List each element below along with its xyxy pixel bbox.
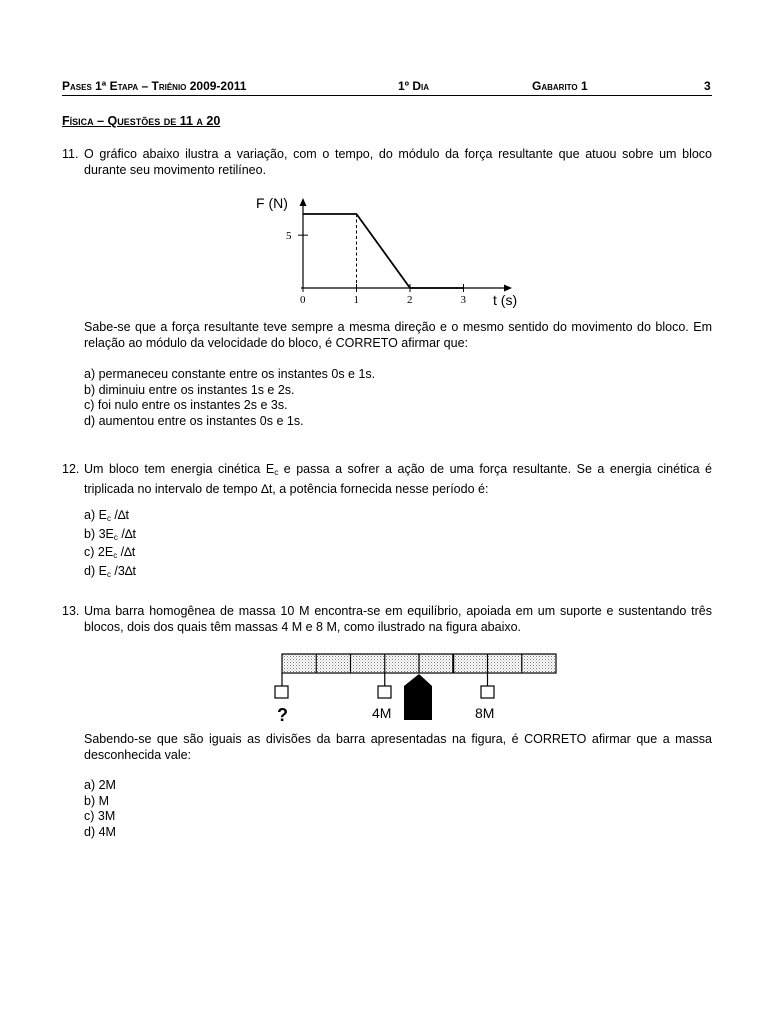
option-text: b) 3E (84, 526, 114, 541)
header-page-number: 3 (704, 79, 711, 93)
label-4m: 4M (372, 705, 392, 721)
question-12 (62, 461, 712, 497)
question-number: 11. (62, 147, 79, 161)
chart-xlabel: t (s) (493, 292, 518, 308)
option-c (84, 545, 136, 564)
question-text: O gráfico abaixo ilustra a variação, com o tempo, do módulo da força resultante que atuou sobre um bloco durante seu movimento retilíneo. (84, 147, 712, 177)
option-d: d) aumentou entre os instantes 0s e 1s. (84, 413, 304, 428)
question-11 (62, 146, 712, 178)
force-time-chart (250, 192, 530, 310)
option-text: /3∆t (110, 563, 136, 578)
question-text: Sabe-se que a força resultante teve sempre a mesma direção e o mesmo sentido do movimento do bloco. Em relação ao módulo da velocidade do bloco, é CORRETO afirmar que: (84, 320, 712, 350)
subscript: c (113, 532, 118, 542)
question-text: Sabendo-se que são iguais as divisões da barra apresentadas na figura, é CORRETO afirmar que a massa desconhecida vale: (84, 732, 712, 762)
question-text (84, 461, 712, 497)
label-8m: 8M (475, 705, 495, 721)
subscript: c (106, 514, 111, 523)
block-unknown (275, 686, 288, 698)
text-part: e passa a sofrer a ação de uma força resultante. Se a energia cinética é triplicada no intervalo de tempo ∆t, a potência fornecida nesse período é: (84, 462, 712, 496)
option-d: d) 4M (84, 824, 116, 839)
block-8m (481, 686, 494, 698)
option-text: /∆t (117, 545, 136, 559)
subscript: c (274, 468, 279, 477)
header-rule (62, 95, 712, 96)
option-a: a) permaneceu constante entre os instantes 0s e 1s. (84, 367, 376, 381)
x-tick-label: 2 (407, 294, 413, 306)
option-text: /∆t (110, 508, 130, 522)
data-point (409, 287, 410, 288)
subscript: c (106, 569, 111, 579)
option-b (84, 527, 136, 546)
question-13-options (84, 778, 116, 840)
option-b: b) diminuiu entre os instantes 1s e 2s. (84, 382, 295, 397)
y-axis-arrow (300, 198, 307, 206)
option-d (84, 564, 136, 583)
question-13 (62, 603, 712, 635)
option-text: c) 2E (84, 545, 114, 559)
chart-ylabel: F (N) (256, 195, 288, 211)
data-point (356, 213, 357, 214)
question-11-options (84, 367, 375, 429)
question-number: 13. (62, 604, 80, 618)
force-series-line (303, 214, 464, 288)
header-version: Gabarito 1 (532, 79, 588, 93)
option-b: b) M (84, 793, 109, 808)
subscript: c (113, 551, 118, 560)
option-a: a) 2M (84, 778, 116, 792)
x-tick-label: 0 (300, 294, 306, 306)
lever-figure (278, 650, 560, 726)
block-4m (378, 686, 391, 698)
question-text: Uma barra homogênea de massa 10 M encontra-se em equilíbrio, apoiada em um suporte e sustentando três blocos, dois dos quais têm massas 4 M e 8 M, como ilustrado na figura abaixo. (84, 604, 712, 634)
text-part: Um bloco tem energia cinética E (84, 462, 275, 476)
option-text: /∆t (117, 526, 136, 541)
x-tick-label: 3 (460, 294, 466, 306)
support (404, 674, 432, 720)
header-exam: Pases 1ª Etapa – Triênio 2009-2011 (62, 79, 247, 93)
section-title: Física – Questões de 11 a 20 (62, 114, 221, 128)
question-12-options (84, 508, 136, 582)
option-c: c) foi nulo entre os instantes 2s e 3s. (84, 398, 288, 412)
label-unknown: ? (277, 705, 288, 725)
y-tick-label: 5 (286, 230, 292, 243)
option-c: c) 3M (84, 809, 116, 823)
header-day: 1º Dia (398, 79, 430, 93)
question-11-statement (62, 319, 712, 351)
data-point (463, 287, 464, 288)
x-axis-arrow (504, 285, 512, 292)
option-a (84, 508, 136, 527)
data-point (302, 213, 303, 214)
x-tick-label: 1 (353, 294, 359, 306)
question-number: 12. (62, 462, 80, 476)
option-text: d) E (84, 563, 107, 578)
option-text: a) E (84, 508, 107, 522)
question-13-statement (62, 731, 712, 763)
